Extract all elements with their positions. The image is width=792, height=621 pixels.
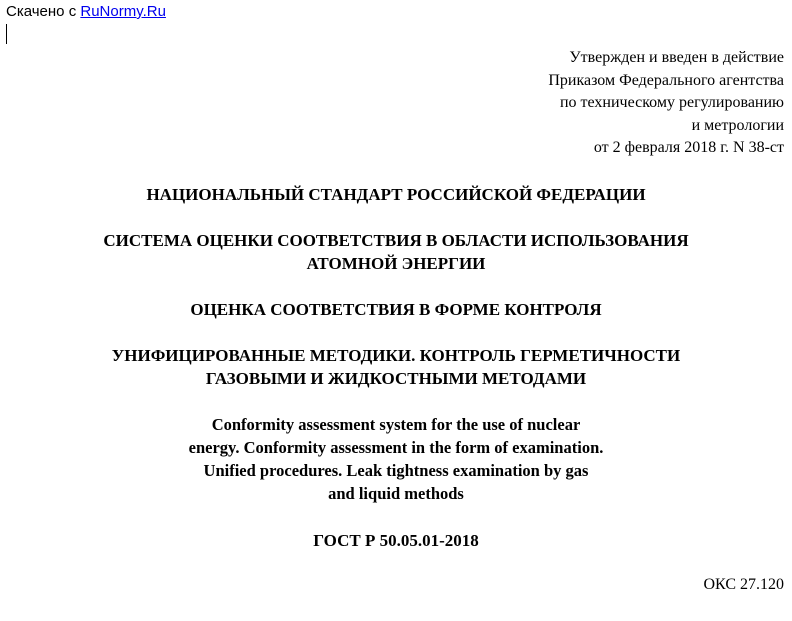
source-prefix: Скачено с xyxy=(6,3,81,20)
approval-line: по техническому регулированию xyxy=(559,94,784,111)
standard-title xyxy=(0,183,792,206)
approval-line: Утвержден и введен в действие xyxy=(569,49,784,66)
source-link[interactable]: RuNormy.Ru xyxy=(80,3,166,20)
system-title-line: АТОМНОЙ ЭНЕРГИИ xyxy=(306,254,486,273)
approval-block xyxy=(548,47,784,160)
gost-number xyxy=(0,529,792,552)
english-title xyxy=(0,413,792,505)
methods-title xyxy=(0,344,792,390)
system-title xyxy=(0,229,792,275)
english-title-line: Conformity assessment system for the use of nuclear xyxy=(211,415,581,434)
approval-line: и метрологии xyxy=(691,116,784,134)
approval-line: от 2 февраля 2018 г. N 38-ст xyxy=(593,139,784,156)
oks-code: ОКС 27.120 xyxy=(703,576,784,593)
assessment-title xyxy=(0,298,792,321)
methods-title-line: УНИФИЦИРОВАННЫЕ МЕТОДИКИ. КОНТРОЛЬ ГЕРМЕТИЧНОСТИ xyxy=(111,346,681,365)
english-title-line: energy. Conformity assessment in the form of examination. xyxy=(188,438,604,457)
gost-number-text: ГОСТ Р 50.05.01-2018 xyxy=(313,531,479,550)
english-title-line: and liquid methods xyxy=(328,484,464,503)
english-title-line: Unified procedures. Leak tightness examination by gas xyxy=(203,461,589,480)
approval-line: Приказом Федерального агентства xyxy=(548,71,784,89)
methods-title-line: ГАЗОВЫМИ И ЖИДКОСТНЫМИ МЕТОДАМИ xyxy=(205,369,587,388)
source-line xyxy=(6,3,166,21)
standard-title-text: НАЦИОНАЛЬНЫЙ СТАНДАРТ РОССИЙСКОЙ ФЕДЕРАЦИИ xyxy=(146,185,646,204)
system-title-line: СИСТЕМА ОЦЕНКИ СООТВЕТСТВИЯ В ОБЛАСТИ ИСПОЛЬЗОВАНИЯ xyxy=(103,231,689,250)
text-cursor xyxy=(6,24,7,44)
assessment-title-text: ОЦЕНКА СООТВЕТСТВИЯ В ФОРМЕ КОНТРОЛЯ xyxy=(190,300,602,319)
